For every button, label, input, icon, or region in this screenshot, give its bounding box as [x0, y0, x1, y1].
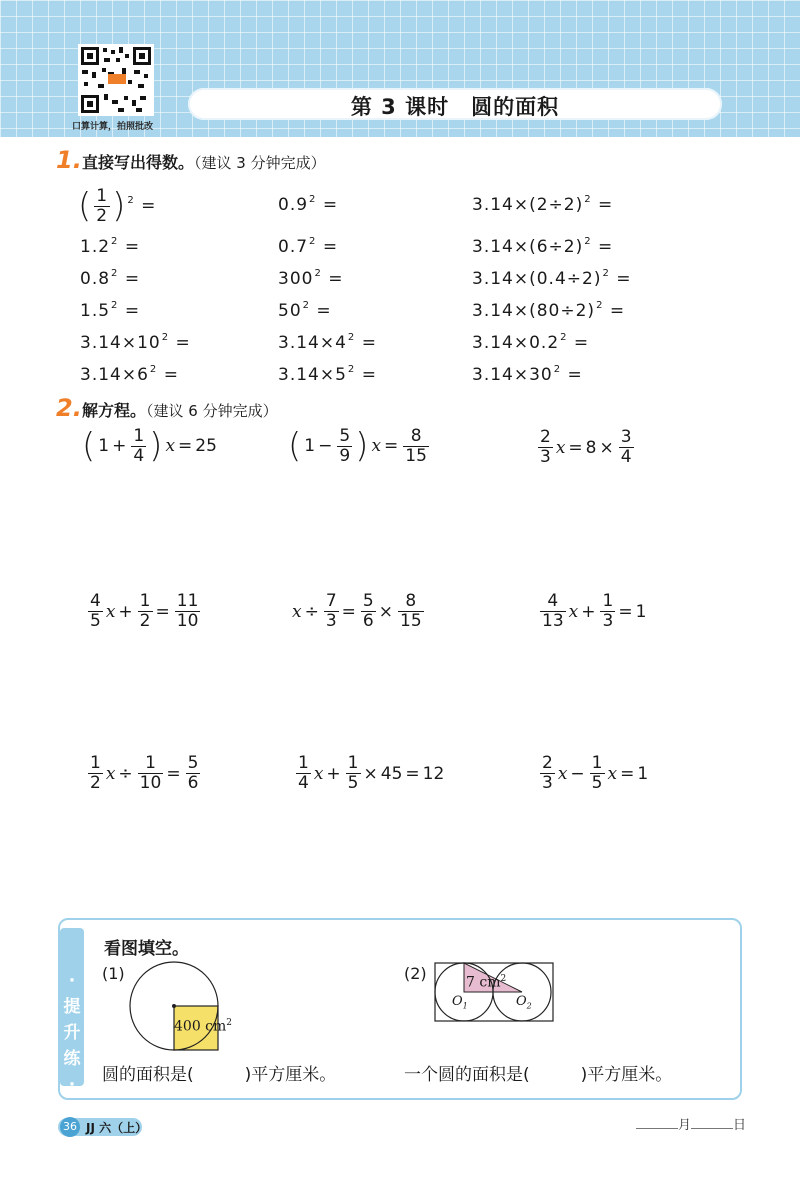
section-2-title [82, 398, 278, 421]
section-1-hint: （建议 3 分钟完成） [194, 154, 326, 172]
equation: $\frac{1}{4}$ x + $\frac{1}{5}$ × 45 = 12 [298, 753, 445, 793]
calc-item: $3.14\times(80\div 2)^2$ = [472, 300, 626, 321]
section-2-title-text: 解方程。 [82, 401, 147, 420]
calc-item: $3.14\times 4^2$ = [278, 332, 377, 353]
problem-1-label: (1) [102, 964, 125, 983]
calc-item: ( $\frac{1}{2}$ )$^2$ = [78, 185, 157, 226]
calc-item: $0.7^2$ = [278, 236, 339, 257]
qr-caption: 口算计算，拍照批改 [72, 122, 154, 132]
center-dot [172, 1004, 176, 1008]
equation: $\frac{1}{2}$ x ÷ $\frac{1}{10}$ = $\frac{5}{6}$ [90, 753, 199, 793]
two-circles-figure [432, 960, 556, 1026]
calc-item: $0.8^2$ = [80, 268, 141, 289]
equation: x ÷ $\frac{7}{3}$ = $\frac{5}{6}$ × $\frac{8}{15}$ [292, 591, 422, 631]
calc-item: $3.14\times 30^2$ = [472, 364, 583, 385]
calc-item: $1.5^2$ = [80, 300, 141, 321]
page-title: 第 3 课时 圆的面积 [350, 95, 560, 119]
equation: ( 1 − $\frac{5}{9}$ ) x = $\frac{8}{15}$ [288, 425, 427, 466]
center-o1-label: $O_1$ [452, 994, 468, 1011]
bonus-title: 看图填空。 [104, 939, 189, 959]
section-2-number: 2. [56, 394, 82, 422]
problem-2-answer: 一个圆的面积是( )平方厘米。 [404, 1065, 673, 1085]
calc-item: $3.14\times 5^2$ = [278, 364, 377, 385]
grade-label: JJ 六（上） [86, 1121, 148, 1135]
square-area-label: 400 $cm^2$ [174, 1018, 233, 1035]
calc-item: $3.14\times 10^2$ = [80, 332, 191, 353]
lesson-title-bar [188, 88, 722, 120]
section-1-number: 1. [56, 146, 82, 174]
section-1-title-text: 直接写出得数。 [82, 153, 195, 172]
problem-2-label: (2) [404, 964, 427, 983]
qr-code[interactable] [78, 44, 154, 116]
calc-item: $3.14\times 6^2$ = [80, 364, 179, 385]
section-2-hint: （建议 6 分钟完成） [146, 402, 278, 420]
calc-item: $3.14\times(6\div 2)^2$ = [472, 236, 614, 257]
triangle-area-label: 7 $cm^2$ [466, 974, 507, 991]
calc-item: $1.2^2$ = [80, 236, 141, 257]
equation: $\frac{2}{3}$ x − $\frac{1}{5}$ x = 1 [542, 753, 649, 793]
center-o2-label: $O_2$ [516, 994, 532, 1011]
page-number: 36 [60, 1117, 80, 1137]
calc-item: $300^2$ = [278, 268, 344, 289]
bonus-side-label: ·提升练· [63, 971, 81, 1095]
section-1-title [82, 150, 326, 173]
calc-item: $0.9^2$ = [278, 194, 339, 215]
calc-item: $3.14\times 0.2^2$ = [472, 332, 590, 353]
calc-item: $3.14\times(0.4\div 2)^2$ = [472, 268, 632, 289]
problem-1-answer: 圆的面积是( )平方厘米。 [102, 1065, 337, 1085]
equation: $\frac{2}{3}$ x = 8 × $\frac{3}{4}$ [540, 427, 632, 467]
calc-item: $3.14\times(2\div 2)^2$ = [472, 194, 614, 215]
date-field: 月 日 [636, 1114, 746, 1133]
equation: $\frac{4}{13}$ x + $\frac{1}{3}$ = 1 [542, 591, 647, 631]
circle-square-figure [128, 960, 256, 1056]
calc-item: $50^2$ = [278, 300, 332, 321]
equation: $\frac{4}{5}$ x + $\frac{1}{2}$ = $\frac{11}{10}$ [90, 591, 199, 631]
equation: ( 1 + $\frac{1}{4}$ ) x = 25 [82, 425, 217, 466]
